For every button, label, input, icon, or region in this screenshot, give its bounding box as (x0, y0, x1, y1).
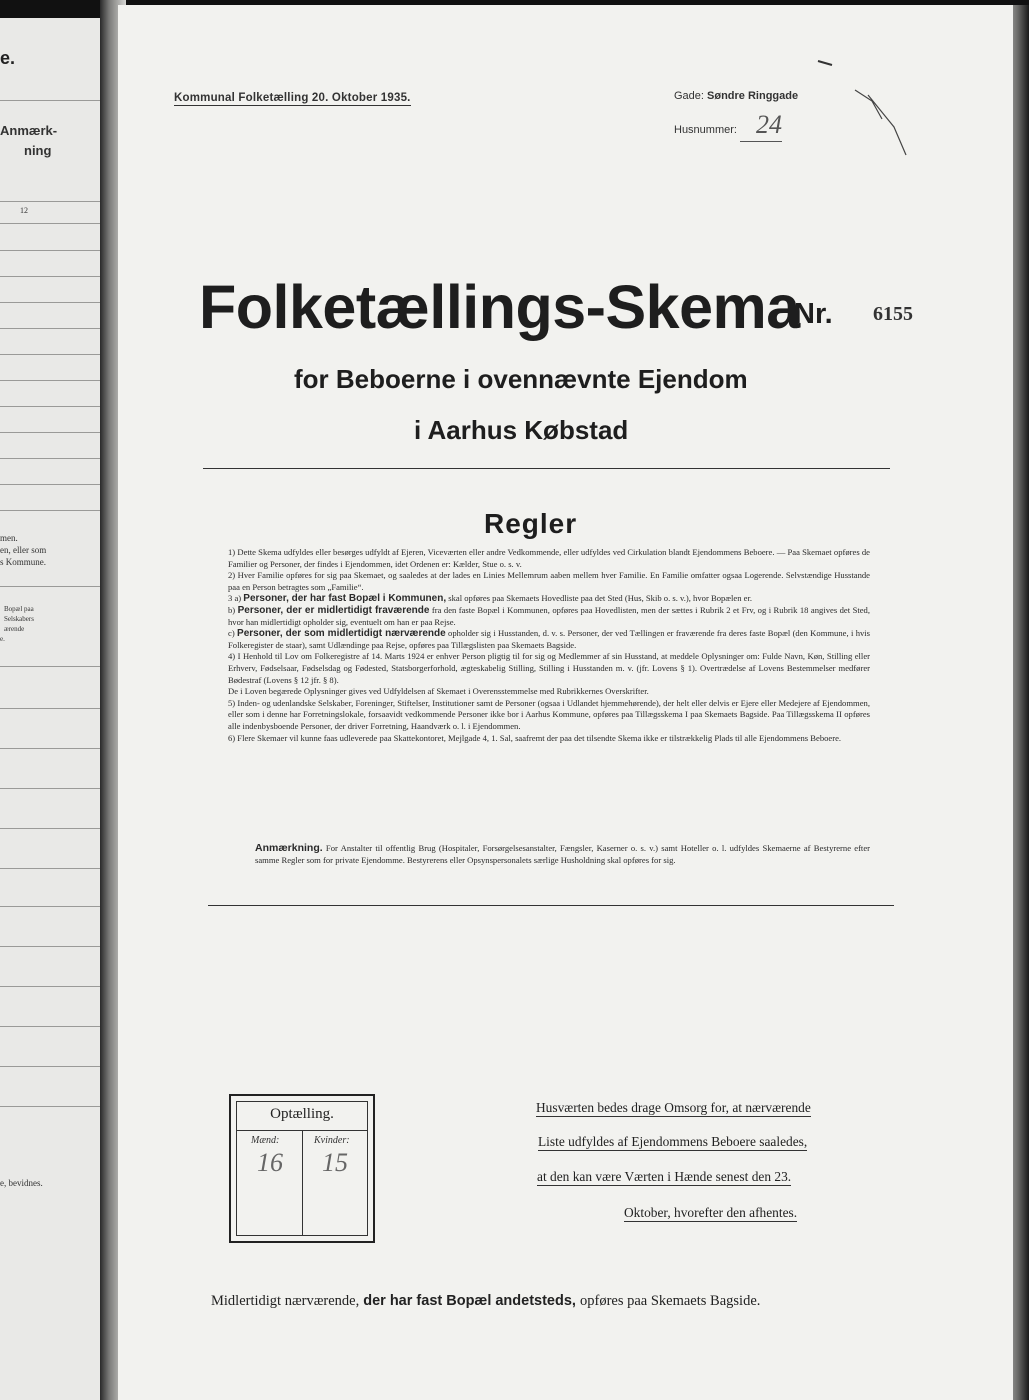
rule-4b: De i Loven begærede Oplysninger gives ved Udfyldelsen af Skemaet i Overensstemmelse med Rubrikkernes Overskrifter. (228, 686, 649, 697)
left-note-5: Selskabers (4, 615, 34, 623)
footer-part-2: der har fast Bopæl andetsteds, (363, 1293, 576, 1309)
form-nr-value: 6155 (873, 303, 913, 325)
footer-part-3: opføres paa Skemaets Bagside. (579, 1293, 761, 1309)
left-footer-fragment: e, bevidnes. (0, 1178, 43, 1188)
street-field (674, 90, 798, 102)
left-note-7: e. (0, 635, 5, 643)
house-number-label: Husnummer: (674, 124, 737, 136)
rule-5: 5) Inden- og udenlandske Selskaber, Foreninger, Stiftelser, Institutioner samt de Personer (ogsaa i Udlandet hjemmehørende), der helt eller delvis er Ejere eller Medejere af Ejendommen, eller som i denne har Forretningslokale, forsaavidt vedkommende Personer ikke bor i Aarhus Kommune, opføres paa Tillægsskema I paa Skemaets Bagside. Paa Tillægsskema II opføres alle indenbysboende Personer, der driver Forretning, Haandværk o. l. i Ejendommen. (228, 697, 870, 731)
form-subtitle-1: for Beboerne i ovennævnte Ejendom (294, 364, 748, 394)
rule-3b: b) Personer, der er midlertidigt fraværende fra den faste Bopæl i Kommunen, opføres paa Hovedlisten, men der sættes i Rubrik 2 et Frv, og i Rubrik 18 angives det Sted, hvor han midlertidigt opholder sig, eventuelt om han er paa Rejse. (228, 604, 870, 627)
rule-2: 2) Hver Familie opføres for sig paa Skemaet, og saaledes at der lades en Linies Mellemrum aaben mellem hver Familie. En Familie omfatter ogsaa Logerende. Selvstændige Husstande paa en Person betragtes som „Familie“. (228, 570, 870, 592)
form-subtitle-2: i Aarhus Købstad (414, 415, 629, 445)
left-note-4: Bopæl paa (4, 605, 34, 613)
notice-line-3: at den kan være Værten i Hænde senest den 23. (537, 1169, 792, 1184)
left-heading-fragment: e. (0, 48, 16, 68)
rule-4: 4) I Henhold til Lov om Folkeregistre af 14. Marts 1924 er enhver Person pligtig til for sig og Medlemmer af sin Husstand, at meddele Oplysninger om: Fulde Navn, Køn, Stilling eller Erhverv, Fødselsaar, Fødselsdag og Fødested, Statsborgerforhold, ægteskabelig Stilling, Stilling i Husstanden m. v. (jfr. Lovens § 1). Overtrædelse af Lovens Bestemmelser medfører Bødestraf (Lovens § 12 jfr. § 8). (228, 651, 870, 685)
left-column-number: 12 (20, 206, 28, 215)
count-box-title: Optælling. (270, 1106, 334, 1122)
women-label: Kvinder: (314, 1135, 350, 1146)
men-label: Mænd: (251, 1135, 280, 1146)
women-count: 15 (322, 1148, 348, 1177)
men-count: 16 (257, 1148, 283, 1177)
remark-block (255, 842, 870, 866)
form-title: Folketællings-Skema (199, 273, 800, 341)
rule-1: 1) Dette Skema udfyldes eller besørges udfyldt af Ejeren, Viceværten eller andre Vedkommende, eller udfyldes ved Cirkulation blandt Ejendommens Beboere. — Paa Skemaet opføres de Familier og Personer, der findes i Ejendommen, idet Ordenen er: Kælder, Stue o. s. v. (228, 547, 870, 569)
footer-part-1: Midlertidigt nærværende, (211, 1293, 360, 1309)
left-page (0, 18, 104, 1400)
rules-heading: Regler (484, 508, 578, 539)
rule-3a: 3 a) Personer, der har fast Bopæl i Kommunen, skal opføres paa Skemaets Hovedliste paa det Sted (Hus, Skib o. s. v.), hvor Bopælen er. (228, 593, 753, 605)
rule-6: 6) Flere Skemaer vil kunne faas udleverede paa Skattekontoret, Mejlgade 4, 1. Sal, saafremt der paa det tilsendte Skema ikke er tilstrækkelig Plads til alle Ejendommens Beboere. (228, 732, 842, 743)
left-note-3: s Kommune. (0, 557, 46, 567)
left-column-label-2: ning (24, 143, 52, 158)
notice-line-1: Husværten bedes drage Omsorg for, at nærværende (536, 1100, 811, 1115)
left-note-1: men. (0, 533, 18, 543)
form-nr-label: Nr. (794, 298, 833, 330)
street-value: Søndre Ringgade (707, 90, 799, 102)
left-note-2: en, eller som (0, 545, 47, 555)
footer-note (211, 1293, 760, 1310)
house-number-value: 24 (756, 110, 782, 139)
notice-line-2: Liste udfyldes af Ejendommens Beboere saaledes, (538, 1134, 808, 1149)
pen-marks (810, 55, 920, 165)
rules-body (228, 547, 870, 744)
left-note-6: ærende (4, 625, 25, 633)
remark-text: For Anstalter til offentlig Brug (Hospitaler, Forsørgelsesanstalter, Fængsler, Kaserner o. s. v.) samt Hoteller o. l. udfyldes Skemaerne af Bestyrerne efter samme Regler som for private Ejendomme. Bestyrerens eller Opsynspersonalets særlige Husholdning skal opføres for sig. (255, 843, 870, 865)
street-label: Gade: (674, 90, 704, 102)
left-column-label: Anmærk- (0, 123, 58, 138)
notice-line-4: Oktober, hvorefter den afhentes. (624, 1205, 798, 1220)
remark-label: Anmærkning. (255, 842, 323, 854)
census-title: Kommunal Folketælling 20. Oktober 1935. (174, 92, 411, 104)
count-box (229, 1094, 375, 1243)
rule-3c: c) Personer, der som midlertidigt nærværende opholder sig i Husstanden, d. v. s. Personer, der ved Tællingen er fraværende fra deres faste Bopæl (den Kommune, i hvis Folkeregister de staar), samt Udlændinge paa Rejse, opføres paa Tillægslisten paa Skemaets Bagside. (228, 628, 871, 650)
